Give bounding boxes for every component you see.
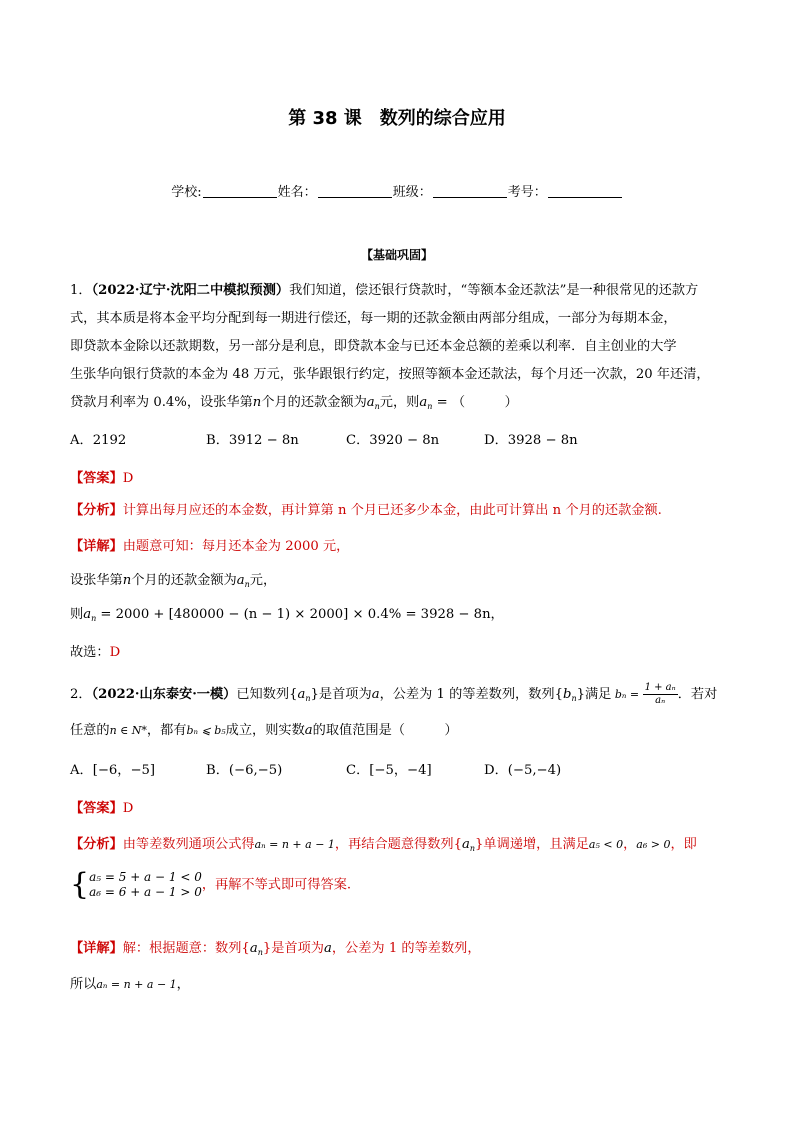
q1-option-a[interactable]: A．2192 <box>70 433 127 448</box>
q2-answer-tag: 【答案】 <box>70 801 123 816</box>
q2-analysis-1a: 由等差数列通项公式得 <box>122 837 255 852</box>
q1-detail-tag: 【详解】 <box>70 539 123 554</box>
q1-analysis-text: 计算出每月应还的本金数，再计算第 n 个月已还多少本金，由此可计算出 n 个月的还款金额. <box>122 503 662 518</box>
q1-var-n: n <box>252 395 262 410</box>
q2-text-1d: ，公差为 1 的等差数列，数列{ <box>379 687 563 702</box>
q1-detail-1: 由题意可知：每月还本金为 2000 元， <box>122 539 350 554</box>
q1-detail-var-a: a <box>236 573 245 588</box>
q2-sub-b: n <box>571 694 577 703</box>
q1-options <box>70 432 578 450</box>
q1-option-c[interactable]: C．3920 − 8n <box>346 433 440 448</box>
q2-option-a[interactable]: A．[−6，−5] <box>70 763 156 778</box>
q2-detail-2c: ， <box>176 977 190 992</box>
exam-no-label: 考号： <box>507 185 547 200</box>
q1-analysis <box>70 502 662 520</box>
q1-answer-value: D <box>122 471 134 486</box>
q1-detail-2c: 元， <box>249 573 277 588</box>
q2-var-a-first: a <box>371 687 380 702</box>
q2-number: 2． <box>70 687 92 702</box>
q1-answer <box>70 470 133 488</box>
q2-var-a-real: a <box>304 723 313 738</box>
q1-detail-2a: 设张华第 <box>70 573 123 588</box>
q2-answer <box>70 800 133 818</box>
q1-option-b[interactable]: B．3912 − 8n <box>206 433 299 448</box>
q1-sub-n: n <box>374 402 380 411</box>
inequality-system <box>89 870 202 900</box>
q2-analysis-2: ，再解不等式即可得答案. <box>201 877 352 893</box>
q2-detail-sub-n: n <box>257 948 263 957</box>
q1-detail <box>70 538 349 556</box>
q2-text-1f: ．若对 <box>677 687 718 702</box>
q1-var-a: a <box>366 395 375 410</box>
q1-text-5b: 个月的还款金额为 <box>261 395 367 410</box>
q2-answer-value: D <box>122 801 134 816</box>
school-label: 学校: <box>171 185 202 200</box>
q1-text-5c: 元，则 <box>379 395 420 410</box>
page-title: 第 38 课 数列的综合应用 <box>288 108 506 129</box>
q2-frac-num: 1 + aₙ <box>644 682 676 693</box>
q2-detail-formula: aₙ = n + a − 1 <box>96 978 177 991</box>
q1-option-d[interactable]: D．3928 − 8n <box>484 433 578 448</box>
q2-detail-1c: ，公差为 1 的等差数列， <box>331 941 481 956</box>
q1-select-value: D <box>109 645 121 660</box>
student-info-row <box>0 181 794 200</box>
q2-option-d[interactable]: D．(−5,−4) <box>484 763 562 778</box>
q2-analysis-a5: a₅ < 0 <box>588 838 624 851</box>
q1-detail-sub-n3: n <box>91 614 97 623</box>
q2-options <box>70 762 561 780</box>
section-heading: 【基础巩固】 <box>360 248 433 262</box>
q2-detail-1a: 解：根据题意：数列{ <box>122 941 250 956</box>
q1-analysis-tag: 【分析】 <box>70 503 123 518</box>
q1-answer-tag: 【答案】 <box>70 471 123 486</box>
q1-detail-var-a3: a <box>83 607 92 622</box>
q2-text-1b: 已知数列{ <box>236 687 298 702</box>
q2-analysis-var-a: a <box>462 837 470 852</box>
q2-detail-tag: 【详解】 <box>70 941 123 956</box>
q2-text-2f: 的取值范围是（ ） <box>312 723 458 738</box>
q1-var-a2: a <box>419 395 428 410</box>
q1-select-label: 故选： <box>70 645 110 660</box>
q2-option-c[interactable]: C．[−5，−4] <box>346 763 432 778</box>
q2-text-2c: ，都有 <box>146 723 187 738</box>
q1-line-4: 生张华向银行贷款的本金为 48 万元，张华跟银行约定，按照等额本金还款法，每个月还一次款，20 年还清， <box>70 367 710 382</box>
q2-source: （2022·山东泰安·一模） <box>91 687 237 702</box>
q1-text-5a: 贷款月利率为 0.4%，设张华第 <box>70 395 253 410</box>
q1-line-5 <box>70 394 518 416</box>
q2-option-b[interactable]: B．(−6,−5) <box>206 763 283 778</box>
class-blank[interactable] <box>433 185 507 198</box>
q2-analysis-1d: }单调递增，且满足 <box>475 837 589 852</box>
q2-detail-var-a-first: a <box>324 941 332 956</box>
q1-detail-2b: 个月的还款金额为 <box>131 573 237 588</box>
q1-text-5d: = （ ） <box>432 395 518 410</box>
q1-line-3: 即贷款本金除以还款期数，另一部分是利息，即贷款本金与已还本金总额的差乘以利率．自主创业的大学 <box>70 339 677 354</box>
q2-analysis-tag: 【分析】 <box>70 837 123 852</box>
q2-analysis-1h: ，即 <box>670 837 697 852</box>
q2-detail-var-a: a <box>249 941 258 956</box>
q2-analysis <box>70 836 697 858</box>
system-line-1: a₅ = 5 + a − 1 < 0 <box>89 870 202 884</box>
q1-detail-formula: = 2000 + [480000 − (n − 1) × 2000] × 0.4% = 3928 − 8n， <box>96 607 504 622</box>
q2-line-2 <box>70 722 458 740</box>
q1-detail-var-n: n <box>122 573 132 588</box>
q1-line-2: 式，其本质是将本金平均分配到每一期进行偿还，每一期的还款金额由两部分组成，一部分为每期本金， <box>70 311 677 326</box>
name-label: 姓名： <box>277 185 317 200</box>
q2-analysis-formula: aₙ = n + a − 1 <box>254 838 335 851</box>
system-line-2: a₆ = 6 + a − 1 > 0 <box>89 885 202 899</box>
q2-detail <box>70 940 481 962</box>
q2-math-2b: n ∈ N* <box>109 724 147 737</box>
name-blank[interactable] <box>318 185 392 198</box>
exam-no-blank[interactable] <box>548 185 622 198</box>
q1-detail-sub-n: n <box>244 580 250 589</box>
q1-selection <box>70 644 120 662</box>
q2-text-2a: 任意的 <box>70 723 110 738</box>
q2-var-a: a <box>297 687 306 702</box>
q2-text-2e: 成立，则实数 <box>225 723 305 738</box>
q2-analysis-a6: a₆ > 0 <box>636 838 671 851</box>
q2-math-2d: bₙ ⩽ b₅ <box>186 724 226 737</box>
q1-source: （2022·辽宁·沈阳二中模拟预测） <box>91 283 290 298</box>
q2-analysis-1c: ，再结合题意得数列{ <box>334 837 462 852</box>
q2-line-1: 2．（2022·山东泰安·一模）已知数列$\{a_n\}$是首项为a，公差为 1 的等差数列，数列$\{b_n\}$满足 bₙ = $\frac{\text{1 + aₙ}}{\text{aₙ}}$ ．若对 <box>70 682 718 706</box>
q2-frac-den: aₙ <box>655 695 666 706</box>
q2-analysis-comma: ， <box>623 837 637 852</box>
q2-text-1c: }是首项为 <box>310 687 372 702</box>
q2-detail-2a: 所以 <box>70 977 97 992</box>
class-label: 班级： <box>392 185 432 200</box>
q1-number: 1． <box>70 283 92 298</box>
q2-analysis-sub-n: n <box>469 844 476 853</box>
q1-detail-3a: 则 <box>70 607 84 622</box>
q1-detail-line-2 <box>70 572 276 594</box>
school-blank[interactable] <box>203 185 277 198</box>
q1-line-1 <box>70 282 698 300</box>
q2-text-1e: }满足 <box>576 687 612 702</box>
q2-sub-n: n <box>305 694 311 703</box>
q2-detail-1b: }是首项为 <box>262 941 324 956</box>
q2-analysis-system <box>70 867 352 902</box>
left-brace-icon: { <box>70 867 90 902</box>
q2-fraction <box>643 682 678 707</box>
q2-detail-line-2 <box>70 976 190 994</box>
q1-text-1: 我们知道，偿还银行贷款时，“等额本金还款法”是一种很常见的还款方 <box>289 283 699 298</box>
q1-sub-n2: n <box>427 402 433 411</box>
q1-detail-line-3 <box>70 606 504 628</box>
